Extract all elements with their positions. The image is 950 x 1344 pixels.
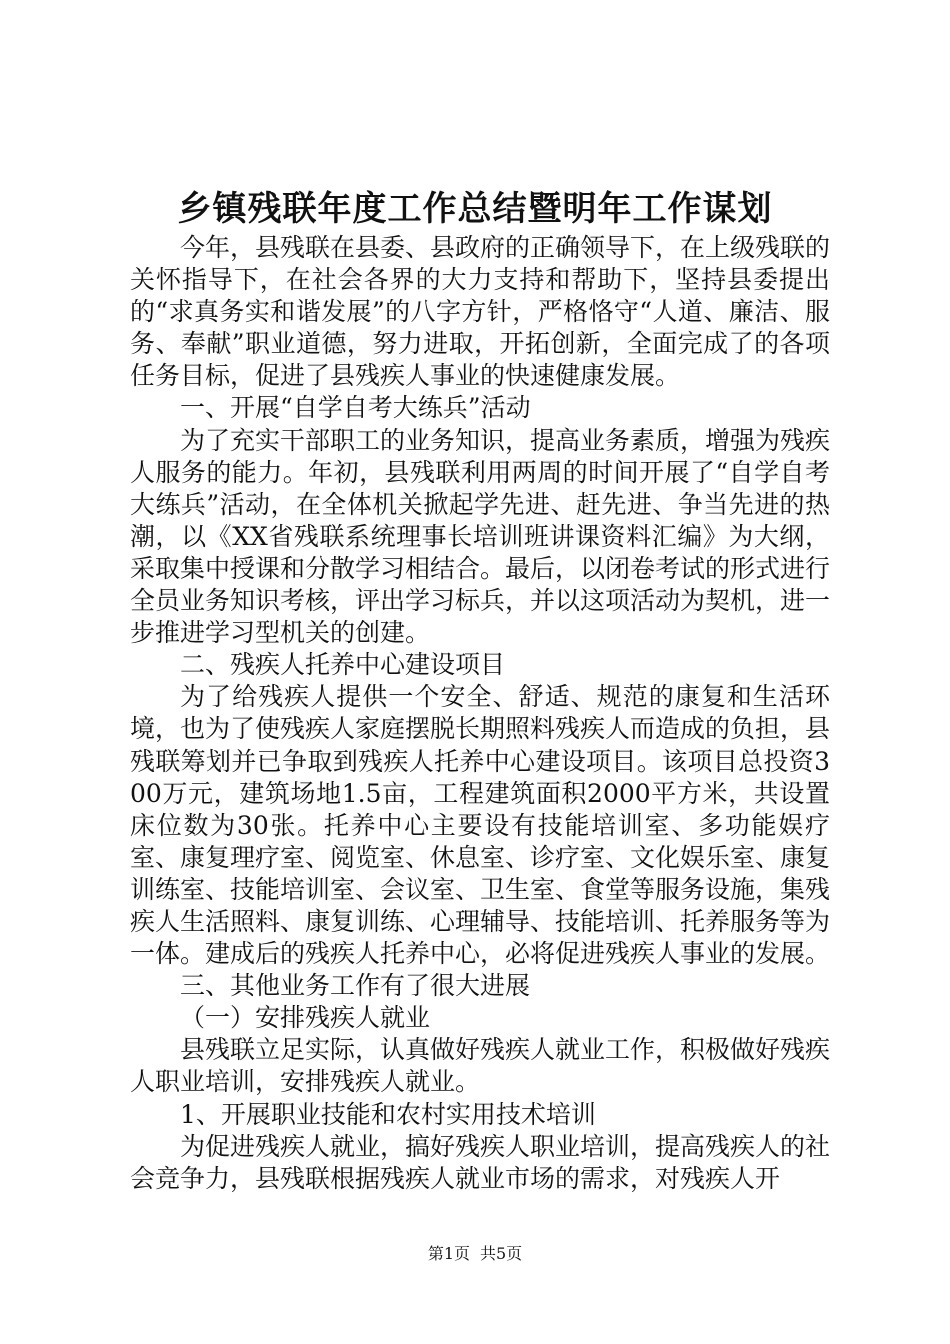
page-footer [0,1244,950,1264]
section-1-heading: 一、开展“自学自考大练兵”活动 [180,393,531,423]
section-2-paragraph: 为了给残疾人提供一个安全、舒适、规范的康复和生活环境，也为了使残疾人家庭摆脱长期照料残疾人而造成的负担，县残联筹划并已争取到残疾人托养中心建设项目。该项目总投资300万元，建筑场地1.5亩，工程建筑面积2000平方米，共设置床位数为30张。托养中心主要设有技能培训室、多功能娱疗室、康复理疗室、阅览室、休息室、诊疗室、文化娱乐室、康复训练室、技能培训室、会议室、卫生室、食堂等服务设施，集残疾人生活照料、康复训练、心理辅导、技能培训、托养服务等为一体。建成后的残疾人托养中心，必将促进残疾人事业的发展。 [130,682,831,969]
document-title: 乡镇残联年度工作总结暨明年工作谋划 [177,189,773,229]
intro-paragraph: 今年，县残联在县委、县政府的正确领导下，在上级残联的关怀指导下，在社会各界的大力支持和帮助下，坚持县委提出的“求真务实和谐发展”的八字方针，严格恪守“人道、廉洁、服务、奉献”职业道德，努力进取，开拓创新，全面完成了的各项任务目标，促进了县残疾人事业的快速健康发展。 [130,233,831,391]
subsection-1-heading: （一）安排残疾人就业 [180,1003,431,1033]
page-number: 第1页 [427,1244,470,1263]
subsection-1-paragraph: 县残联立足实际，认真做好残疾人就业工作，积极做好残疾人职业培训，安排残疾人就业。 [130,1035,831,1097]
section-1-paragraph: 为了充实干部职工的业务知识，提高业务素质，增强为残疾人服务的能力。年初，县残联利用两周的时间开展了“自学自考大练兵”活动，在全体机关掀起学先进、赶先进、争当先进的热潮，以《XX省残联系统理事长培训班讲课资料汇编》为大纲，采取集中授课和分散学习相结合。最后，以闭卷考试的形式进行全员业务知识考核，评出学习标兵，并以这项活动为契机，进一步推进学习型机关的创建。 [130,425,831,648]
page-total: 共5页 [480,1244,523,1263]
section-2-heading: 二、残疾人托养中心建设项目 [180,650,506,680]
section-3-heading: 三、其他业务工作有了很大进展 [180,971,531,1001]
item-1-paragraph: 为促进残疾人就业，搞好残疾人职业培训，提高残疾人的社会竞争力，县残联根据残疾人就业市场的需求，对残疾人开 [130,1131,831,1193]
document-body [130,232,830,1195]
item-1-heading: 1、开展职业技能和农村实用技术培训 [180,1099,596,1129]
